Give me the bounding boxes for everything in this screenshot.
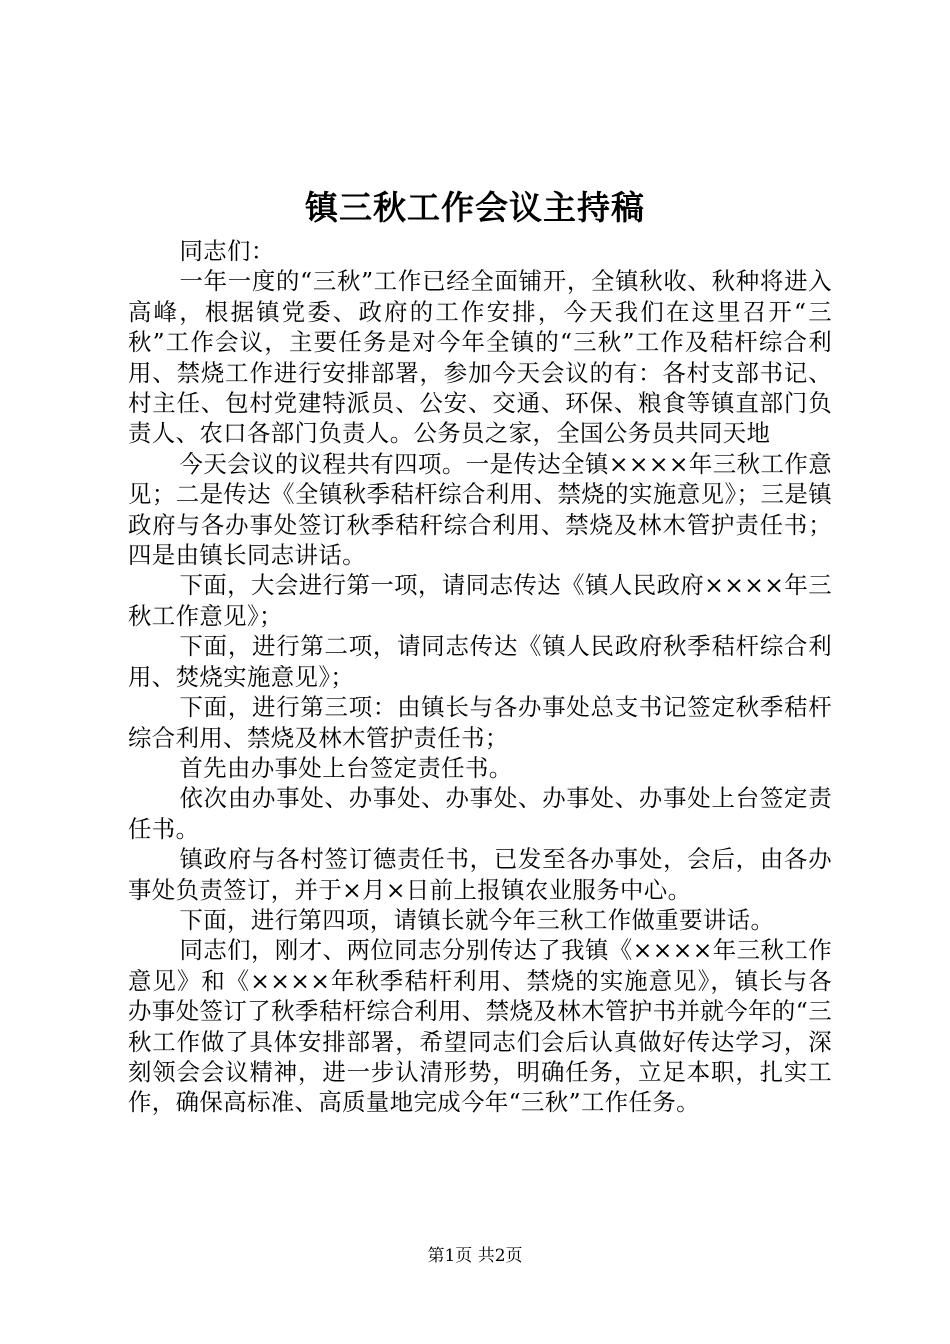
paragraph: 今天会议的议程共有四项。一是传达全镇××××年三秋工作意见；二是传达《全镇秋季秸杆综合利用、禁烧的实施意见》；三是镇政府与各办事处签订秋季秸秆综合利用、禁烧及林木管护责任书；四是由镇长同志讲话。 [128,449,832,570]
paragraph-salutation: 同志们： [179,237,275,265]
paragraph: 下面，大会进行第一项，请同志传达《镇人民政府××××年三秋工作意见》； [128,571,832,630]
paragraph: 一年一度的“三秋”工作已经全面铺开，全镇秋收、秋种将进入高峰，根据镇党委、政府的工作安排，今天我们在这里召开“三秋”工作会议，主要任务是对今年全镇的“三秋”工作及秸杆综合利用、禁烧工作进行安排部署，参加今天会议的有：各村支部书记、村主任、包村党建特派员、公安、交通、环保、粮食等镇直部门负责人、农口各部门负责人。公务员之家，全国公务员共同天地 [128,267,832,448]
paragraph: 下面，进行第四项，请镇长就今年三秋工作做重要讲话。 [179,905,775,934]
paragraph: 依次由办事处、办事处、办事处、办事处、办事处上台签定责任书。 [128,784,832,843]
paragraph: 镇政府与各村签订德责任书，已发至各办事处，会后，由各办事处负责签订，并于×月×日前上报镇农业服务中心。 [128,845,832,904]
document-body [128,236,832,1118]
page-number-footer: 第1页 共2页 [427,1246,523,1266]
paragraph: 首先由办事处上台签定责任书。 [179,753,513,782]
paragraph: 下面，进行第三项：由镇长与各办事处总支书记签定秋季秸杆综合利用、禁烧及林木管护责任书； [128,693,832,752]
document-title: 镇三秋工作会议主持稿 [305,188,645,227]
paragraph: 同志们，刚才、两位同志分别传达了我镇《××××年三秋工作意见》和《××××年秋季秸杆利用、禁烧的实施意见》，镇长与各办事处签订了秋季秸杆综合利用、禁烧及林木管护书并就今年的“三秋工作做了具体安排部署，希望同志们会后认真做好传达学习，深刻领会会议精神，进一步认清形势，明确任务，立足本职，扎实工作，确保高标准、高质量地完成今年“三秋”工作任务。 [128,936,832,1117]
paragraph: 下面，进行第二项，请同志传达《镇人民政府秋季秸杆综合利用、焚烧实施意见》； [128,632,832,691]
